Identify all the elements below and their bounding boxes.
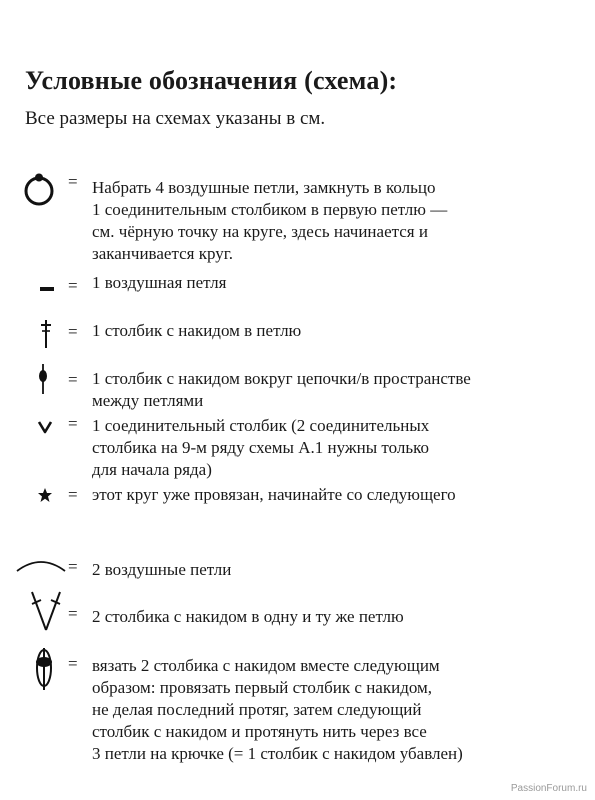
legend-text: 2 воздушные петли	[92, 560, 232, 579]
magic-ring-icon	[20, 170, 60, 210]
star-icon	[37, 487, 53, 503]
legend-text: вязать 2 столбика с накидом вместе следующим образом: провязать первый столбик с накидом, не делая последний протяг, затем следующий столбик с накидом и протянуть нить через все 3 петли на крючке (= 1 столбик с накидом убавлен)	[92, 656, 463, 763]
equals-sign: =	[68, 276, 78, 295]
two-dc-same-stitch-icon	[28, 588, 64, 634]
legend-text: 1 столбик с накидом вокруг цепочки/в пространстве между петлями	[92, 369, 471, 410]
equals-sign: =	[68, 485, 78, 504]
equals-sign: =	[68, 557, 78, 576]
two-chains-arc-icon	[14, 556, 68, 574]
equals-sign: =	[68, 414, 78, 433]
equals-sign: =	[68, 370, 78, 389]
double-crochet-icon	[38, 318, 54, 350]
legend-text: 2 столбика с накидом в одну и ту же петлю	[92, 607, 404, 626]
chain-stitch-icon	[38, 284, 58, 294]
equals-sign: =	[68, 172, 78, 191]
legend-text: 1 соединительный столбик (2 соединительных столбика на 9-м ряду схемы А.1 нужны только для начала ряда)	[92, 416, 430, 479]
two-dc-together-icon	[30, 644, 58, 692]
equals-sign: =	[68, 604, 78, 623]
slip-stitch-icon	[37, 420, 53, 434]
legend-text: 1 воздушная петля	[92, 273, 227, 292]
page-subtitle: Все размеры на схемах указаны в см.	[25, 108, 326, 129]
legend-text: этот круг уже провязан, начинайте со следующего	[92, 485, 456, 504]
double-crochet-around-chain-icon	[35, 362, 51, 396]
page-title: Условные обозначения (схема):	[25, 66, 398, 95]
watermark: PassionForum.ru	[510, 783, 587, 794]
legend-text: Набрать 4 воздушные петли, замкнуть в кольцо 1 соединительным столбиком в первую петлю — см. чёрную точку на круге, здесь начинается и заканчивается круг.	[92, 178, 448, 263]
legend-text: 1 столбик с накидом в петлю	[92, 321, 302, 340]
equals-sign: =	[68, 654, 78, 673]
equals-sign: =	[68, 322, 78, 341]
